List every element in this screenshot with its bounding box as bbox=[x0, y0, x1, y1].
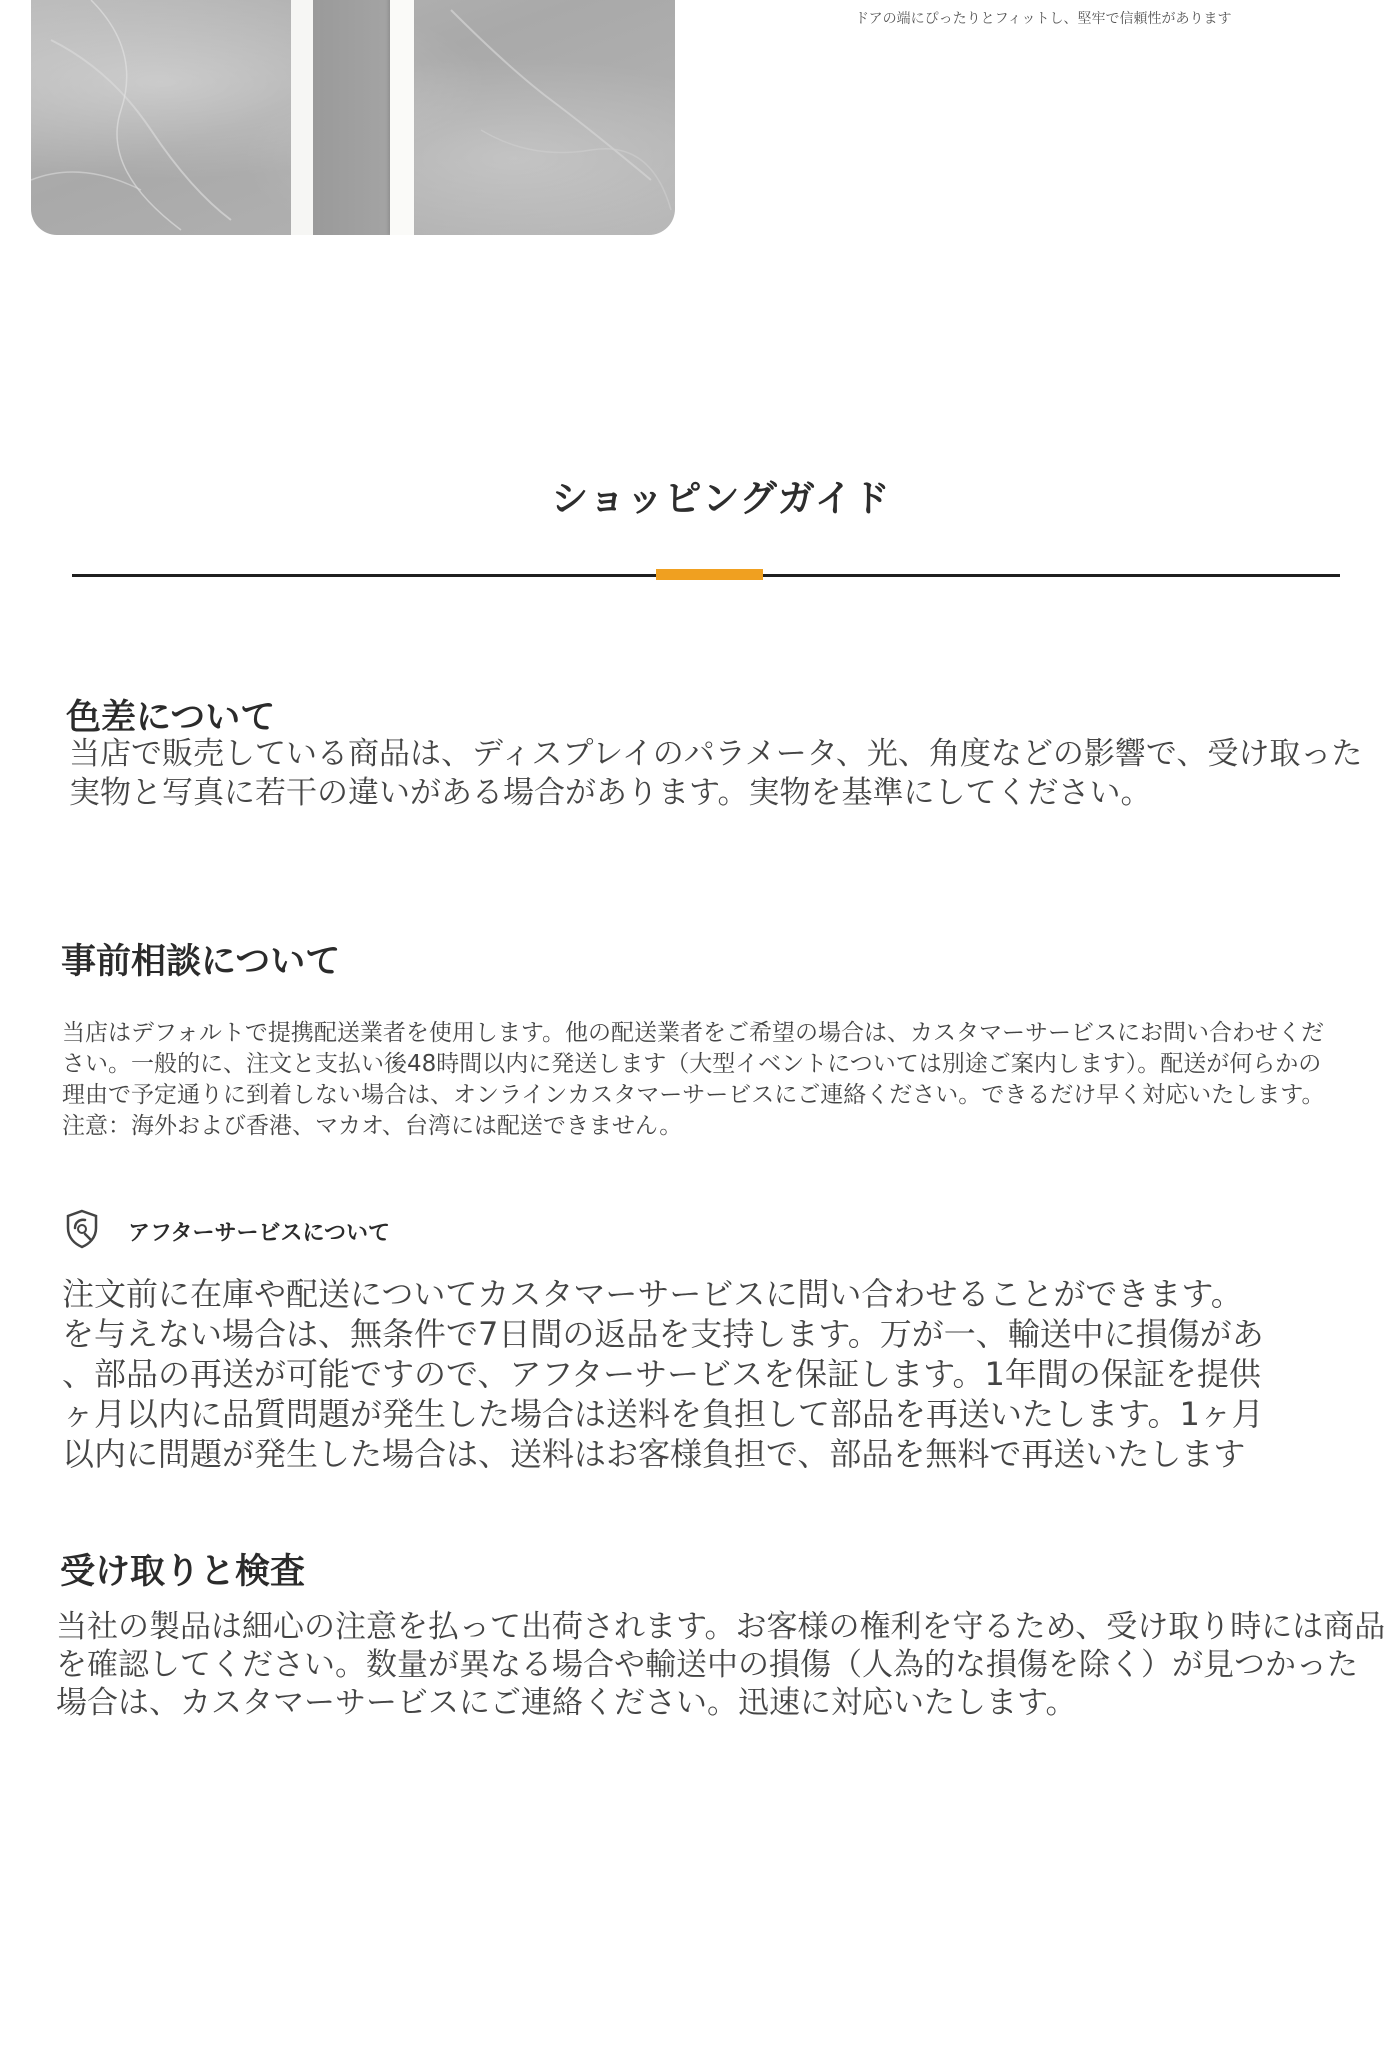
product-photo bbox=[31, 0, 675, 235]
consultation-text: 当店はデフォルトで提携配送業者を使用します。他の配送業者をご希望の場合は、カスタマーサービスにお問い合わせください。一般的に、注文と支払い後48時間以内に発送します（大型イベントについては別途ご案内します）。配送が何らかの理由で予定通りに到着しない場合は、オンラインカスタマーサービスにご連絡ください。できるだけ早く対応いたします。注意：海外および香港、マカオ、台湾には配送できません。 bbox=[62, 1020, 1325, 1139]
inspection-heading: 受け取りと検査 bbox=[60, 1552, 306, 1592]
door-gap bbox=[313, 0, 390, 235]
after-service-line: 注文前に在庫や配送についてカスタマーサービスに問い合わせることができます。 bbox=[62, 1275, 1243, 1313]
after-service-line: を与えない場合は、無条件で7日間の返品を支持します。万が一、輸送中に損傷があ bbox=[62, 1315, 1264, 1353]
shopping-guide-title: ショッピングガイド bbox=[551, 477, 891, 520]
inspection-text: 当社の製品は細心の注意を払って出荷されます。お客様の権利を守るため、受け取り時には商品を確認してください。数量が異なる場合や輸送中の損傷（人為的な損傷を除く）が見つかった場合は、カスタマーサービスにご連絡ください。迅速に対応いたします。 bbox=[56, 1609, 1386, 1721]
after-service-heading: アフターサービスについて bbox=[128, 1221, 391, 1246]
after-service-line: 、部品の再送が可能ですので、アフターサービスを保証します。1年間の保証を提供 bbox=[62, 1355, 1261, 1393]
after-service-line: 以内に問題が発生した場合は、送料はお客様負担で、部品を無料で再送いたします bbox=[62, 1435, 1246, 1473]
consultation-heading: 事前相談について bbox=[61, 942, 341, 982]
color-difference-text: 当店で販売している商品は、ディスプレイのパラメータ、光、角度などの影響で、受け取った実物と写真に若干の違いがある場合があります。実物を基準にしてください。 bbox=[69, 736, 1363, 811]
door-edge-strip bbox=[390, 0, 414, 235]
guide-divider-accent bbox=[656, 569, 763, 580]
after-service-text bbox=[62, 1274, 1388, 1474]
product-caption: ドアの端にぴったりとフィットし、堅牢で信頼性があります bbox=[855, 11, 1232, 27]
door-frame-strip bbox=[291, 0, 313, 235]
shield-icon bbox=[63, 1208, 101, 1250]
color-difference-heading: 色差について bbox=[66, 698, 276, 738]
after-service-line: ヶ月以内に品質問題が発生した場合は送料を負担して部品を再送いたします。1ヶ月 bbox=[62, 1395, 1264, 1433]
